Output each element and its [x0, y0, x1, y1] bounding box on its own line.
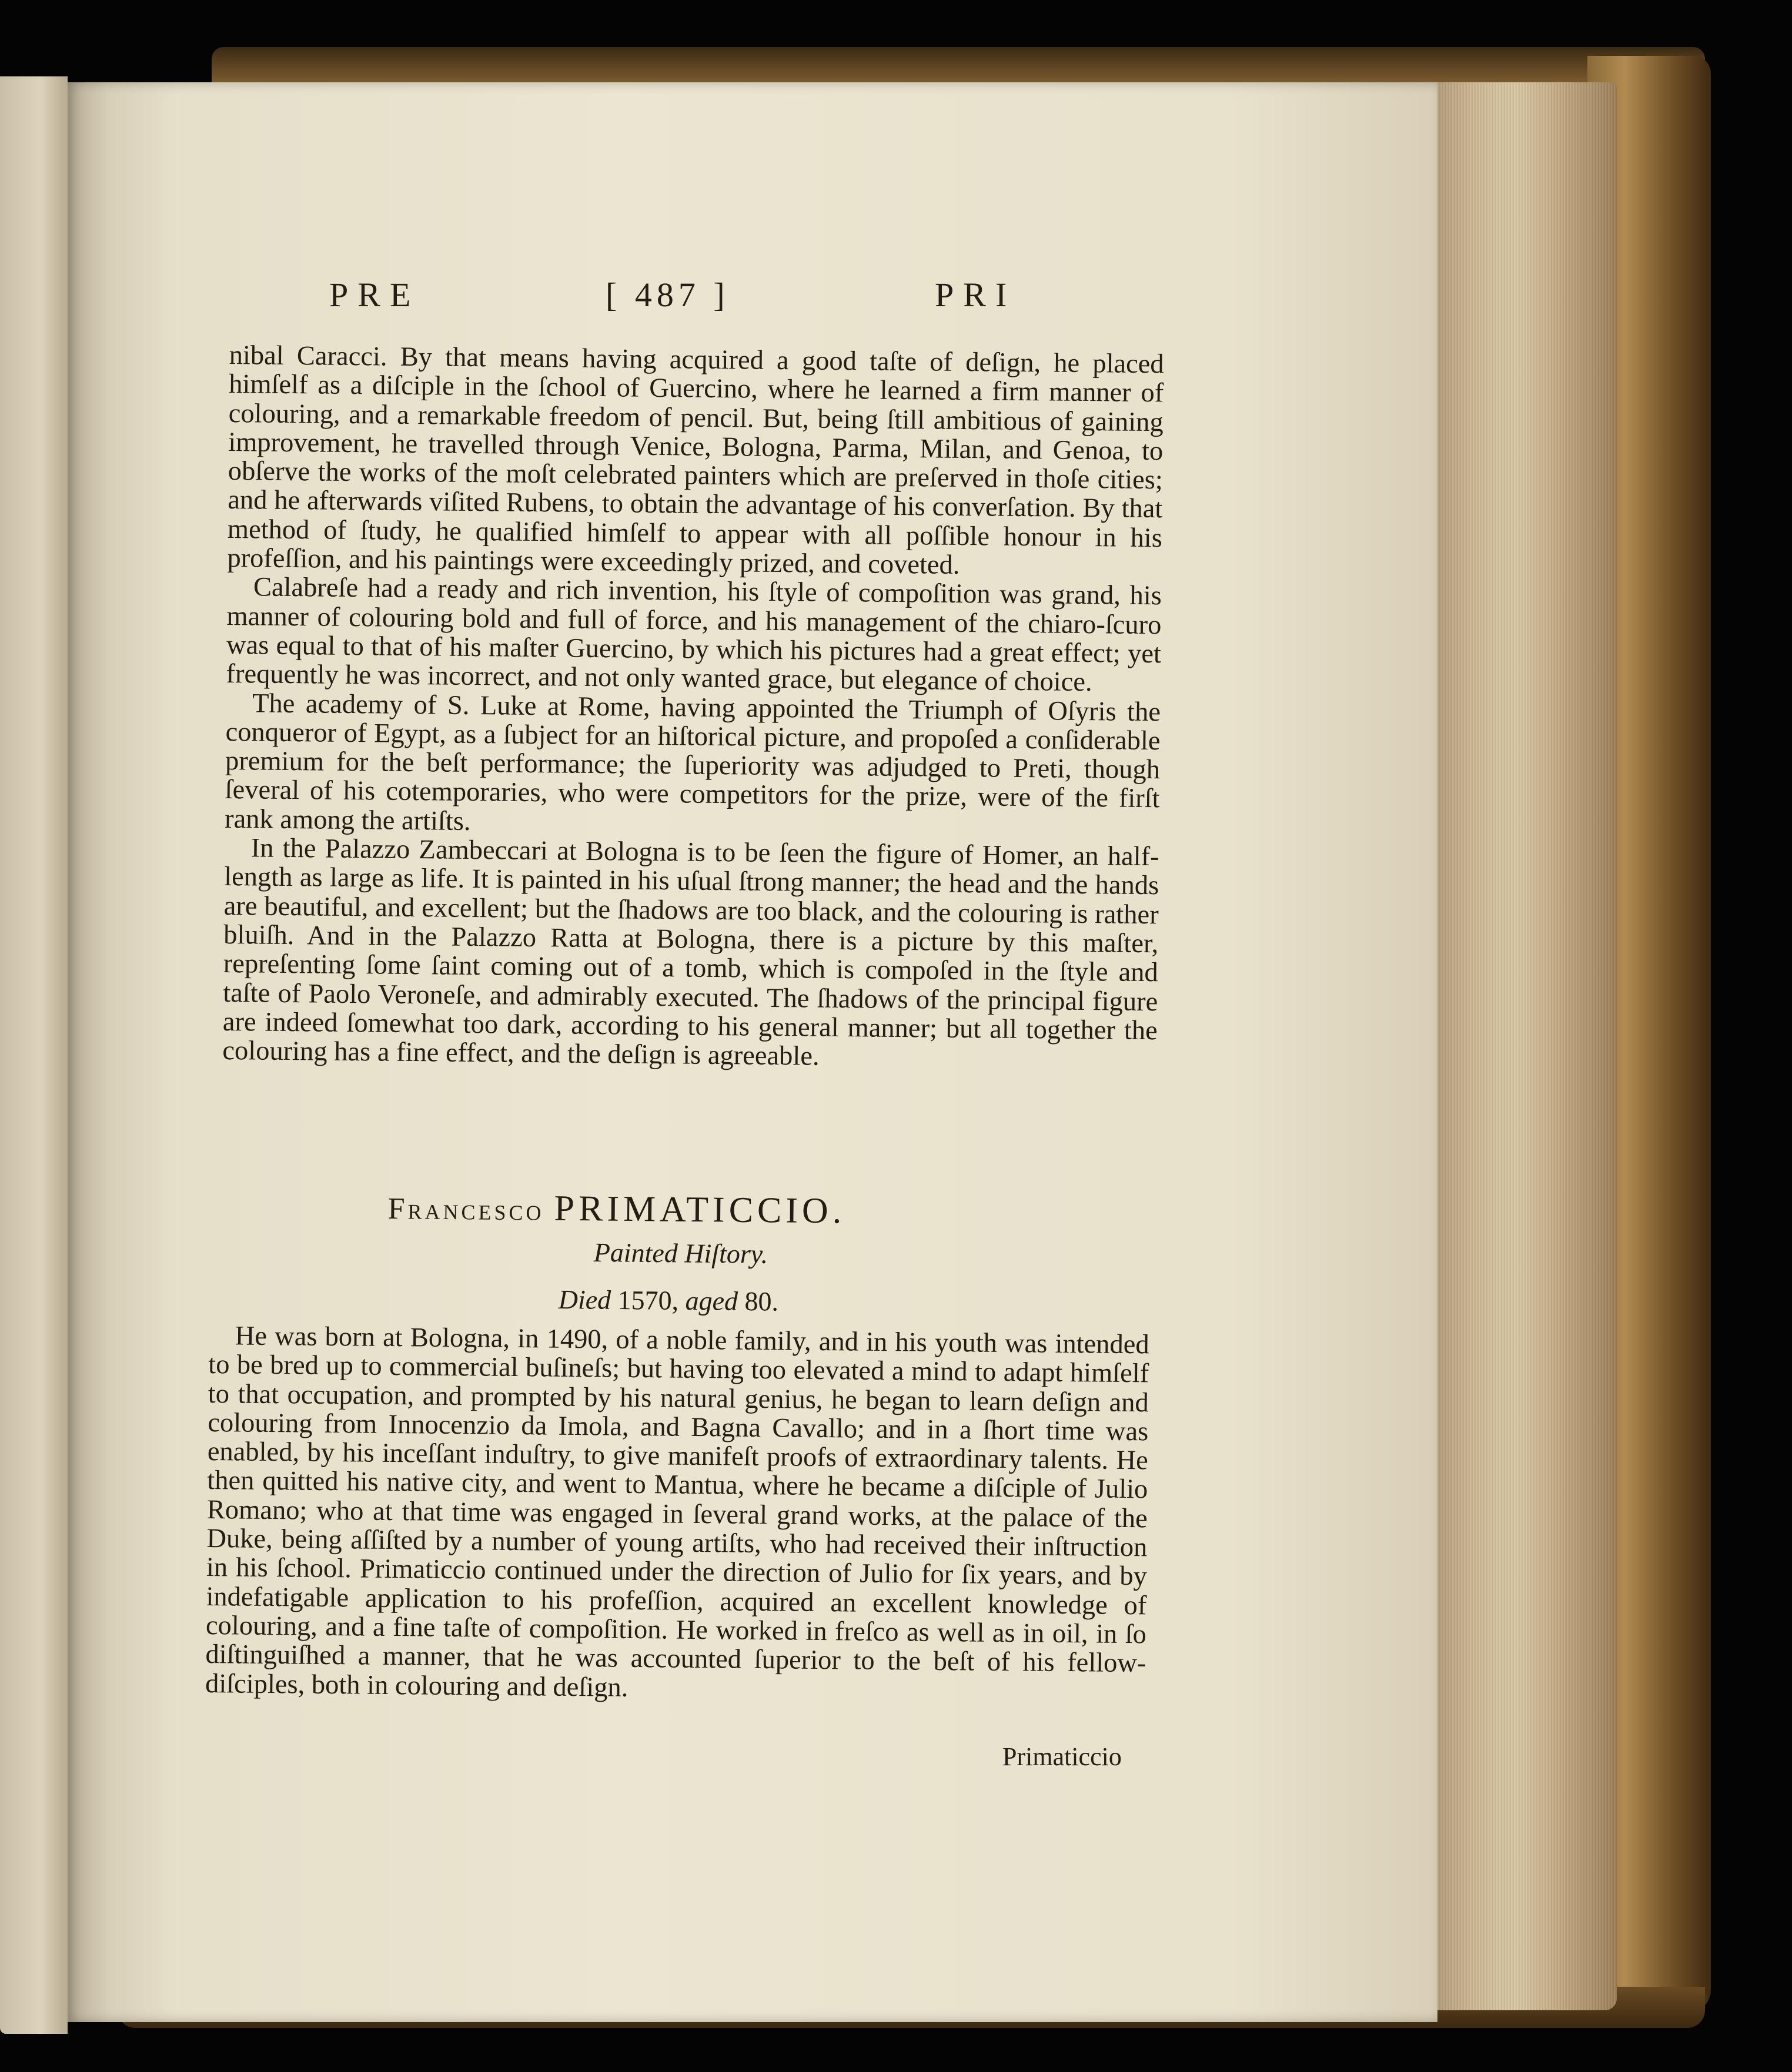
died-label: Died: [558, 1284, 611, 1315]
paragraph: He was born at Bologna, in 1490, of a noble family, and in his youth was intended to be bred up to commercial buſineſs; but having too elevated a mind to adapt himſelf to that occupation, and prompted by his natural genius, he began to learn deſign and colouring from Innocenzio da Imola, and Bagna Cavallo; and in a ſhort time was enabled, by his inceſſant induſtry, to give manifeſt proofs of extraordinary talents. He then quitted his native city, and went to Mantua, where he became a diſciple of Julio Romano; who at that time was engaged in ſeveral grand works, at the palace of the Duke, being aſſiſted by a number of young artiſts, who had received their inſtruction in his ſchool. Primaticcio continued under the direction of Julio for ſix years, and by indefatigable application to his profeſſion, acquired an excellent knowledge of colouring, and a fine taſte of compoſition. He worked in freſco as well as in oil, in ſo diſtinguiſhed a manner, that he was accounted ſuperior to the beſt of his fellow-diſciples, both in colouring and deſign.: [205, 1321, 1149, 1703]
section-heading: [387, 1186, 845, 1232]
running-head-right: PRI: [935, 276, 1017, 314]
page-block-edges: [1435, 82, 1617, 2010]
death-date-line: [558, 1284, 778, 1317]
died-year: 1570,: [617, 1284, 679, 1315]
paragraph: In the Palazzo Zambeccari at Bologna is to be ſeen the figure of Homer, an half-length as large as life. It is painted in his uſual ſtrong manner; the head and the hands are beautiful, and excellent; but the ſhadows are too black, and the colouring is rather bluiſh. And in the Palazzo Ratta at Bologna, there is a picture by this maſter, repreſenting ſome ſaint coming out of a tomb, which is compoſed in the ſtyle and taſte of Paolo Veroneſe, and admirably executed. The ſhadows of the principal figure are indeed ſomewhat too dark, according to his general manner; but all together the colouring has a fine effect, and the deſign is agreeable.: [222, 833, 1159, 1072]
aged-label: aged: [685, 1286, 738, 1316]
aged-value: 80.: [744, 1286, 779, 1317]
page-number: [ 487 ]: [606, 276, 730, 314]
calabrese-text-block: [222, 341, 1164, 1075]
running-head-left: PRE: [329, 276, 420, 314]
heading-surname: PRIMATICCIO.: [554, 1188, 846, 1231]
catchword: Primaticcio: [1002, 1742, 1122, 1771]
heading-first-name: Francesco: [387, 1191, 544, 1227]
paragraph: nibal Caracci. By that means having acquired a good taſte of deſign, he placed himſelf as a diſciple in the ſchool of Guercino, where he learned a firm manner of colouring, and a remarkable freedom of pencil. But, being ſtill ambitious of gaining improvement, he travelled through Venice, Bologna, Parma, Milan, and Genoa, to obſerve the works of the moſt celebrated painters which are preſerved in thoſe cities; and he afterwards viſited Rubens, to obtain the advantage of his converſation. By that method of ſtudy, he qualified himſelf to appear with all poſſible honour in his profeſſion, and his paintings were exceedingly prized, and coveted.: [227, 340, 1164, 581]
facing-page-edge: [0, 76, 68, 2034]
paragraph: The academy of S. Luke at Rome, having appointed the Triumph of Oſyris the conqueror of Egypt, as a ſubject for an hiſtorical picture, and propoſed a conſiderable premium for the beſt performance; the ſuperiority was adjudged to Preti, though ſeveral of his cotemporaries, who were competitors for the prize, were of the firſt rank among the artiſts.: [224, 688, 1161, 836]
primaticcio-text-block: [205, 1321, 1149, 1707]
paragraph: Calabreſe had a ready and rich invention, his ſtyle of compoſition was grand, his manner of colouring bold and full of force, and his management of the chiaro-ſcuro was equal to that of his maſter Guercino, by which his pictures had a great effect; yet frequently he was incorrect, and not only wanted grace, but elegance of choice.: [226, 572, 1162, 698]
section-subtitle: Painted Hiſtory.: [593, 1237, 768, 1269]
